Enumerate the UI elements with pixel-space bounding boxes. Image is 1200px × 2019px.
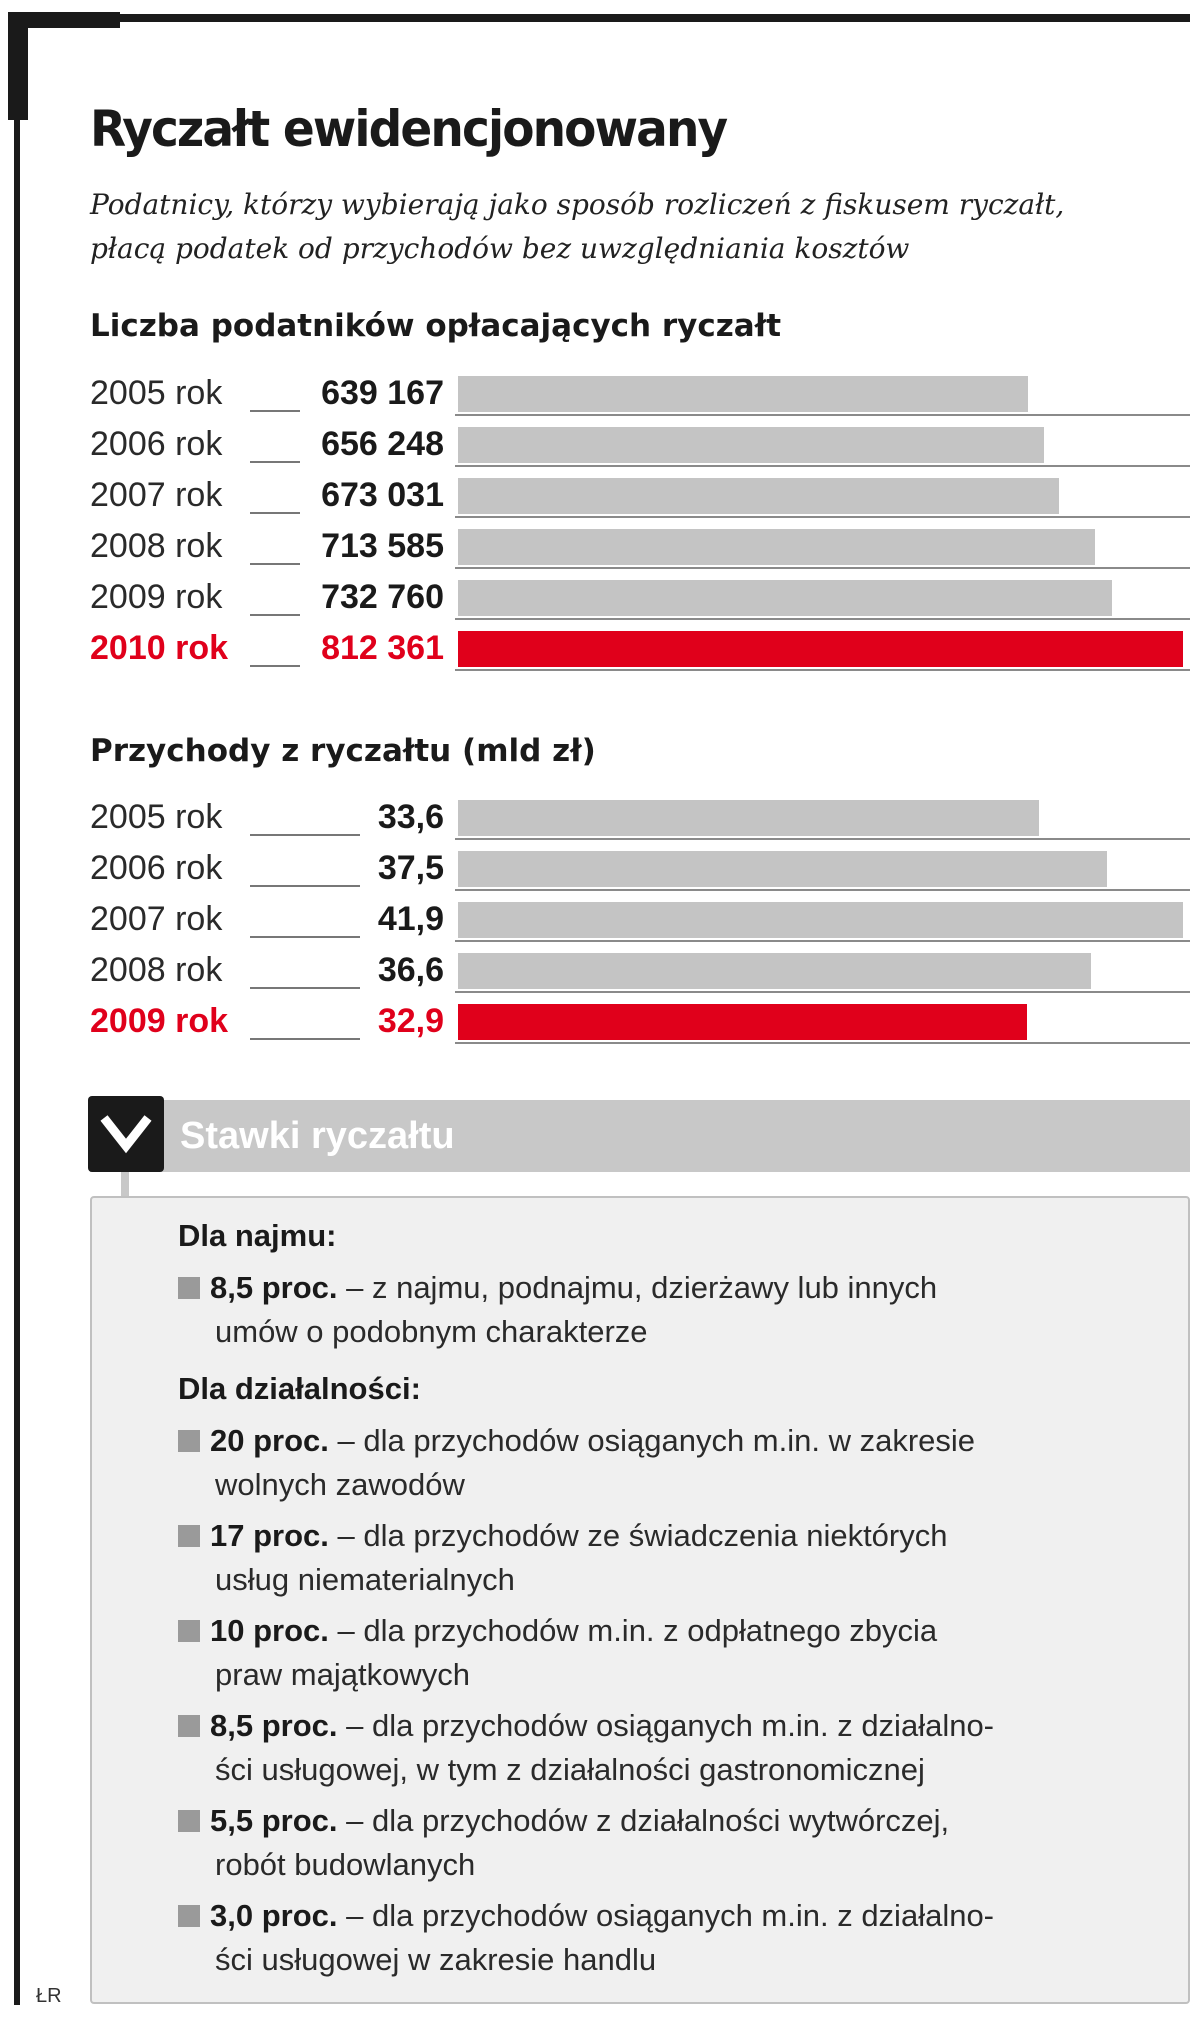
frame-top-rule: [10, 14, 1190, 22]
value-label: 713 585: [321, 527, 444, 565]
bar: [458, 902, 1183, 938]
rate-description-cont: ści usługowej, w tym z działalności gastronomicznej: [215, 1752, 925, 1787]
rate-description-cont: wolnych zawodów: [215, 1467, 465, 1502]
rate-description-cont: usług niematerialnych: [215, 1562, 515, 1597]
category-label: 2009 rok: [90, 1002, 228, 1040]
leader-line: [250, 936, 360, 938]
bar-row: [0, 796, 1200, 844]
bullet-square-icon: [178, 1525, 200, 1547]
bar-baseline: [455, 414, 1190, 416]
leader-line: [250, 410, 300, 412]
bullet-square-icon: [178, 1810, 200, 1832]
leader-line: [250, 614, 300, 616]
bar-row: [0, 576, 1200, 624]
rate-description-cont: umów o podobnym charakterze: [215, 1314, 648, 1349]
rate-value: 17 proc.: [210, 1518, 329, 1553]
bar-baseline: [455, 889, 1190, 891]
bullet-square-icon: [178, 1620, 200, 1642]
rate-value: 5,5 proc.: [210, 1803, 338, 1838]
chart-2-title: Przychody z ryczałtu (mld zł): [90, 733, 596, 769]
rate-value: 10 proc.: [210, 1613, 329, 1648]
bullet-square-icon: [178, 1905, 200, 1927]
category-label: 2008 rok: [90, 527, 223, 565]
subtitle-line-1: Podatnicy, którzy wybierają jako sposób rozliczeń z fiskusem ryczałt,: [90, 188, 1065, 221]
leader-line: [250, 563, 300, 565]
bar: [458, 631, 1183, 667]
rate-description-cont: robót budowlanych: [215, 1847, 476, 1882]
bullet-square-icon: [178, 1715, 200, 1737]
value-label: 639 167: [321, 374, 444, 412]
rate-description: – dla przychodów osiąganych m.in. z działalno-: [337, 1708, 995, 1743]
rate-item: [178, 1266, 1168, 1354]
bar-baseline: [455, 465, 1190, 467]
chart-1-title: Liczba podatników opłacających ryczałt: [90, 308, 782, 344]
value-label: 732 760: [321, 578, 444, 616]
bar: [458, 1004, 1027, 1040]
rate-item: [178, 1704, 1168, 1792]
bar-row: [0, 525, 1200, 573]
rate-description: – dla przychodów osiąganych m.in. z działalno-: [337, 1898, 995, 1933]
rate-item: [178, 1609, 1168, 1697]
bar-row: [0, 372, 1200, 420]
category-label: 2009 rok: [90, 578, 223, 616]
leader-line: [250, 834, 360, 836]
bar-row: [0, 627, 1200, 675]
category-label: 2010 rok: [90, 629, 228, 667]
value-label: 37,5: [377, 849, 444, 887]
bar-baseline: [455, 838, 1190, 840]
bar-row: [0, 898, 1200, 946]
category-label: 2005 rok: [90, 374, 223, 412]
rates-title: Stawki ryczałtu: [180, 1115, 455, 1157]
value-label: 41,9: [377, 900, 444, 938]
category-label: 2006 rok: [90, 425, 223, 463]
bar-baseline: [455, 1042, 1190, 1044]
rate-description: – dla przychodów z działalności wytwórczej,: [337, 1803, 950, 1838]
rate-description: – z najmu, podnajmu, dzierżawy lub innych: [337, 1270, 938, 1305]
bar-baseline: [455, 669, 1190, 671]
category-label: 2006 rok: [90, 849, 223, 887]
rates-connector: [121, 1172, 129, 1196]
rate-value: 20 proc.: [210, 1423, 329, 1458]
bullet-square-icon: [178, 1430, 200, 1452]
subtitle: [90, 183, 1090, 271]
value-label: 673 031: [321, 476, 444, 514]
rate-description: – dla przychodów m.in. z odpłatnego zbycia: [328, 1613, 938, 1648]
bar: [458, 800, 1039, 836]
rate-item: [178, 1514, 1168, 1602]
rate-value: 8,5 proc.: [210, 1708, 338, 1743]
rate-value: 3,0 proc.: [210, 1898, 338, 1933]
rate-description: – dla przychodów ze świadczenia niektórych: [328, 1518, 948, 1553]
bar-baseline: [455, 567, 1190, 569]
rate-description-cont: praw majątkowych: [215, 1657, 470, 1692]
rate-item: [178, 1419, 1168, 1507]
rate-item: [178, 1799, 1168, 1887]
category-label: 2007 rok: [90, 476, 223, 514]
subtitle-line-2: płacą podatek od przychodów bez uwzględniania kosztów: [90, 232, 910, 265]
rate-item: [178, 1894, 1168, 1982]
bar-row: [0, 423, 1200, 471]
category-label: 2008 rok: [90, 951, 223, 989]
bar: [458, 953, 1091, 989]
value-label: 812 361: [321, 629, 444, 667]
bar-row: [0, 474, 1200, 522]
rate-value: 8,5 proc.: [210, 1270, 338, 1305]
credit: ŁR: [36, 1985, 62, 2007]
leader-line: [250, 665, 300, 667]
frame-left-thick: [8, 12, 28, 120]
value-label: 32,9: [377, 1002, 444, 1040]
rates-group-title: Dla najmu:: [178, 1218, 337, 1253]
page-title: Ryczałt ewidencjonowany: [90, 100, 727, 158]
bar-baseline: [455, 516, 1190, 518]
leader-line: [250, 885, 360, 887]
bar: [458, 580, 1112, 616]
leader-line: [250, 461, 300, 463]
bar-row: [0, 1000, 1200, 1048]
rate-description-cont: ści usługowej w zakresie handlu: [215, 1942, 657, 1977]
bar: [458, 427, 1044, 463]
bar: [458, 851, 1107, 887]
bullet-square-icon: [178, 1277, 200, 1299]
category-label: 2005 rok: [90, 798, 223, 836]
bar: [458, 529, 1095, 565]
leader-line: [250, 512, 300, 514]
bar-baseline: [455, 991, 1190, 993]
leader-line: [250, 987, 360, 989]
value-label: 656 248: [321, 425, 444, 463]
category-label: 2007 rok: [90, 900, 223, 938]
bar-baseline: [455, 940, 1190, 942]
leader-line: [250, 1038, 360, 1040]
bar: [458, 478, 1059, 514]
value-label: 36,6: [377, 951, 444, 989]
bar-row: [0, 847, 1200, 895]
bar-baseline: [455, 618, 1190, 620]
bar-row: [0, 949, 1200, 997]
rates-group-title: Dla działalności:: [178, 1371, 421, 1406]
bar: [458, 376, 1028, 412]
chevron-down-icon: [88, 1096, 164, 1172]
value-label: 33,6: [377, 798, 444, 836]
rate-description: – dla przychodów osiąganych m.in. w zakresie: [328, 1423, 976, 1458]
